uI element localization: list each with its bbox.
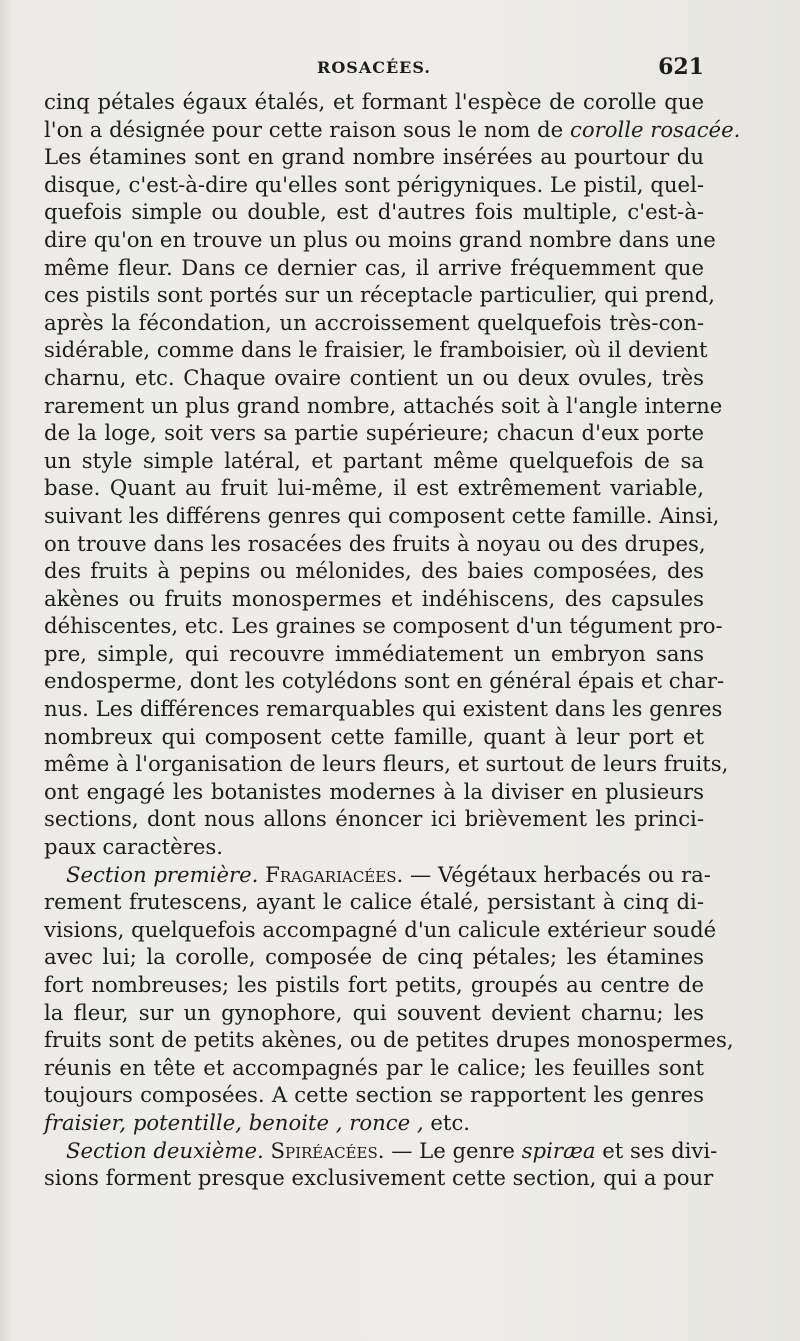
text-line: on trouve dans les rosacées des fruits à noyau ou des drupes, — [44, 530, 706, 556]
text-line: pre, simple, qui recouvre immédiatement un embryon sans — [44, 640, 704, 666]
text-line: disque, c'est-à-dire qu'elles sont périgyniques. Le pistil, quel- — [44, 171, 704, 197]
text-segment: et ses divi- — [595, 1137, 718, 1163]
text-line: ont engagé les botanistes modernes à la diviser en plusieurs — [44, 778, 704, 804]
text-line: un style simple latéral, et partant même quelquefois de sa — [44, 447, 704, 473]
text-line: suivant les différens genres qui composent cette famille. Ainsi, — [44, 502, 720, 528]
section-label: Section deuxième. — [66, 1137, 264, 1163]
text-line: rarement un plus grand nombre, attachés soit à l'angle interne — [44, 392, 723, 418]
text-segment: etc. — [423, 1109, 471, 1135]
text-line: visions, quelquefois accompagné d'un calicule extérieur soudé — [44, 916, 717, 942]
text-line: nombreux qui composent cette famille, quant à leur port et — [44, 723, 704, 749]
italic-genera: fraisier, potentille, benoite , ronce , — [44, 1109, 424, 1135]
text-line: réunis en tête et accompagnés par le calice; les feuilles sont — [44, 1054, 704, 1080]
text-line: nus. Les différences remarquables qui existent dans les genres — [44, 696, 723, 722]
text-line: paux caractères. — [44, 834, 223, 860]
text-line: dire qu'on en trouve un plus ou moins grand nombre dans une — [44, 226, 716, 252]
text-line: charnu, etc. Chaque ovaire contient un ou deux ovules, très — [44, 364, 704, 390]
section-name: Spiréacées. — [270, 1137, 385, 1163]
text-line: cinq pétales égaux étalés, et formant l'espèce de corolle que — [44, 89, 704, 114]
text-segment: — Végétaux herbacés ou ra- — [403, 861, 711, 887]
text-line: fort nombreuses; les pistils fort petits, groupés au centre de — [44, 972, 704, 997]
section-label: Section première. — [66, 861, 259, 887]
text-line: de la loge, soit vers sa partie supérieure; chacun d'eux porte — [44, 420, 704, 446]
text-line: ces pistils sont portés sur un réceptacle particulier, qui prend, — [44, 282, 716, 308]
text-line: endosperme, dont les cotylédons sont en général épais et char- — [44, 668, 725, 694]
text-segment: — Le genre — [384, 1137, 522, 1163]
text-line: sections, dont nous allons énoncer ici brièvement les princi- — [44, 806, 704, 832]
text-line: quefois simple ou double, est d'autres fois multiple, c'est-à- — [44, 199, 704, 225]
text-line: base. Quant au fruit lui-même, il est extrêmement variable, — [44, 475, 704, 501]
text-line: même à l'organisation de leurs fleurs, et surtout de leurs fruits, — [44, 751, 729, 777]
section-name: Fragariacées. — [265, 861, 404, 887]
text-line: akènes ou fruits monospermes et indéhiscens, des capsules — [44, 585, 704, 611]
text-line — [44, 116, 741, 144]
text-line: toujours composées. A cette section se rapportent les genres — [44, 1082, 704, 1108]
italic-genus: spiræa — [521, 1137, 596, 1163]
text-line: sidérable, comme dans le fraisier, le framboisier, où il devient — [44, 337, 708, 363]
text-line: fruits sont de petits akènes, ou de petites drupes monospermes, — [44, 1027, 734, 1053]
text-line: Les étamines sont en grand nombre insérées au pourtour du — [44, 144, 704, 170]
page-number: 621 — [658, 54, 704, 80]
italic-term: corolle rosacée. — [569, 116, 741, 142]
text-line: après la fécondation, un accroissement quelquefois très-con- — [44, 309, 704, 335]
section-heading-line — [44, 1137, 718, 1165]
text-line: déhiscentes, etc. Les graines se composent d'un tégument pro- — [44, 613, 723, 639]
text-line: la fleur, sur un gynophore, qui souvent devient charnu; les — [44, 999, 704, 1025]
text-line: même fleur. Dans ce dernier cas, il arrive fréquemment que — [44, 254, 704, 280]
text-line — [44, 1109, 704, 1137]
running-title: ROSACÉES. — [317, 58, 431, 77]
page-header — [44, 54, 704, 84]
text-line: rement frutescens, ayant le calice étalé, persistant à cinq di- — [44, 889, 704, 915]
text-line: sions forment presque exclusivement cette section, qui a pour — [44, 1165, 714, 1191]
text-segment: l'on a désignée pour cette raison sous le nom de — [44, 116, 564, 142]
page-body — [44, 88, 741, 1192]
text-line: avec lui; la corolle, composée de cinq pétales; les étamines — [44, 944, 704, 970]
text-line: des fruits à pepins ou mélonides, des baies composées, des — [44, 558, 704, 584]
section-heading-line — [44, 861, 711, 889]
